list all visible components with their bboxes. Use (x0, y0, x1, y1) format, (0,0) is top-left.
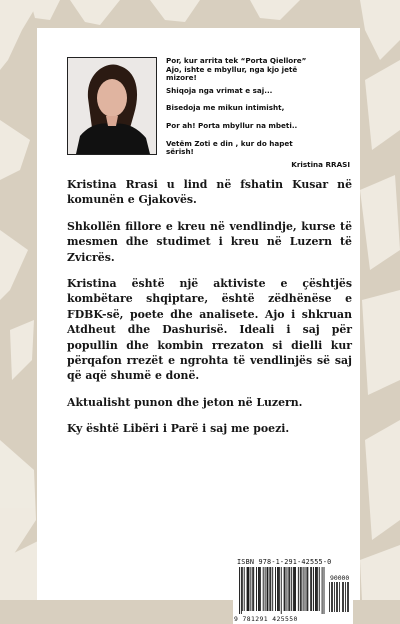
barcode-bar (332, 582, 333, 612)
barcode-bar (311, 567, 312, 611)
barcode-bar (324, 567, 325, 614)
barcode-bar (272, 567, 273, 611)
barcode-bar (339, 582, 340, 612)
barcode-bar (253, 567, 254, 611)
barcode-bar (256, 567, 257, 611)
barcode-bar (295, 567, 296, 611)
barcode-bar (334, 582, 335, 612)
barcode-bar (306, 567, 307, 611)
poem-line: Shiqoja nga vrimat e saj... (166, 85, 273, 95)
poem-line: Vetëm Zoti e din , kur do hapet (166, 138, 293, 148)
poem-line: Por ah! Porta mbyllur na mbeti.. (166, 120, 298, 130)
poem-line: Por, kur arrita tek “Porta Qiellore” (166, 56, 307, 65)
author-portrait-icon (68, 58, 156, 154)
barcode-bar (347, 582, 348, 612)
barcode-bar (285, 567, 286, 611)
barcode-bar (301, 567, 302, 611)
barcode-bar (348, 582, 349, 612)
barcode-bar (291, 567, 292, 611)
barcode-bar (275, 567, 276, 611)
barcode-bar (244, 567, 245, 611)
barcode-bar (249, 567, 250, 611)
barcode-bar (248, 567, 249, 611)
barcode-bar (247, 567, 248, 611)
barcode-bar (305, 567, 306, 611)
author-biography (67, 177, 352, 448)
barcode-bar (303, 567, 304, 611)
bio-paragraph: Kristina është një aktiviste e çështjës kombëtare shqiptare, është zëdhënëse e FDBK-së, poete dhe analisete. Ajo i shkruan Atdheut dhe Dashurisë. Ideali i saj për popullin dhe kombin rrezaton si dielli kur përqafon rrezët e ngrohta të vendlinjës së saj që aqë shumë e donë. (67, 277, 352, 383)
barcode-bar (277, 567, 278, 611)
barcode-bar (258, 567, 259, 611)
barcode-bar (310, 567, 311, 611)
barcode-bar (343, 582, 344, 612)
bio-paragraph: Kristina Rrasi u lind në fshatin Kusar në komunën e Gjakovës. (67, 178, 352, 207)
barcode-bar (287, 567, 288, 611)
author-photo (67, 57, 157, 155)
barcode-bar (322, 567, 323, 614)
barcode-bar (269, 567, 270, 611)
isbn-label: ISBN 978-1-291-42555-0 (237, 558, 332, 566)
poem-signature: Kristina RRASI (291, 159, 350, 169)
barcode-bar (268, 567, 269, 611)
barcode-bar (315, 567, 316, 611)
barcode-bar (267, 567, 268, 611)
barcode-bar (300, 567, 301, 611)
back-cover-panel (37, 28, 360, 623)
barcode-bar (270, 567, 271, 611)
barcode-bar (279, 567, 280, 611)
barcode-bar (281, 567, 282, 614)
barcode-bar (250, 567, 251, 611)
barcode-bar (294, 567, 295, 611)
poem-line: sërish! (166, 147, 194, 157)
poem-excerpt (166, 57, 352, 169)
barcode-bar (284, 567, 285, 611)
barcode-bar (319, 567, 320, 611)
barcode-bar (336, 582, 337, 612)
barcode-bar (265, 567, 266, 611)
barcode-bar (316, 567, 317, 611)
bio-paragraph: Aktualisht punon dhe jeton në Luzern. (67, 395, 303, 409)
isbn-barcode (233, 556, 353, 624)
barcode-bar (259, 567, 260, 611)
barcode-bar (260, 567, 261, 611)
barcode-bar (241, 567, 242, 614)
barcode-bar (298, 567, 299, 611)
barcode-bar (288, 567, 289, 611)
barcode-bar (337, 582, 338, 612)
barcode-bar (242, 567, 243, 611)
bio-paragraph: Shkollën fillore e kreu në vendlindje, kurse të mesmen dhe studimet i kreu në Luzern të Zvicrës. (67, 219, 352, 264)
barcode-bar (293, 567, 294, 611)
poem-line: mizore! (166, 73, 197, 83)
barcode-bar (289, 567, 290, 611)
barcode-bar (239, 567, 240, 614)
poem-line: Ajo, ishte e mbyllur, nga kjo jetë (166, 64, 298, 74)
poem-line: Bisedoja me mikun intimisht, (166, 103, 285, 113)
barcode-bar (313, 567, 314, 611)
barcode-bar (252, 567, 253, 611)
barcode-bar (342, 582, 343, 612)
bio-paragraph: Ky është Libëri i Parë i saj me poezi. (67, 422, 290, 436)
barcode-bar (307, 567, 308, 611)
barcode-bar (278, 567, 279, 611)
barcode-bars (233, 556, 353, 624)
barcode-bar (263, 567, 264, 611)
barcode-bar (331, 582, 332, 612)
barcode-bar (345, 582, 346, 612)
barcode-bar (329, 582, 330, 612)
isbn-digits: 9 781291 425550 (234, 615, 298, 623)
barcode-bar (317, 567, 318, 611)
price-code: 90000 (330, 574, 350, 582)
